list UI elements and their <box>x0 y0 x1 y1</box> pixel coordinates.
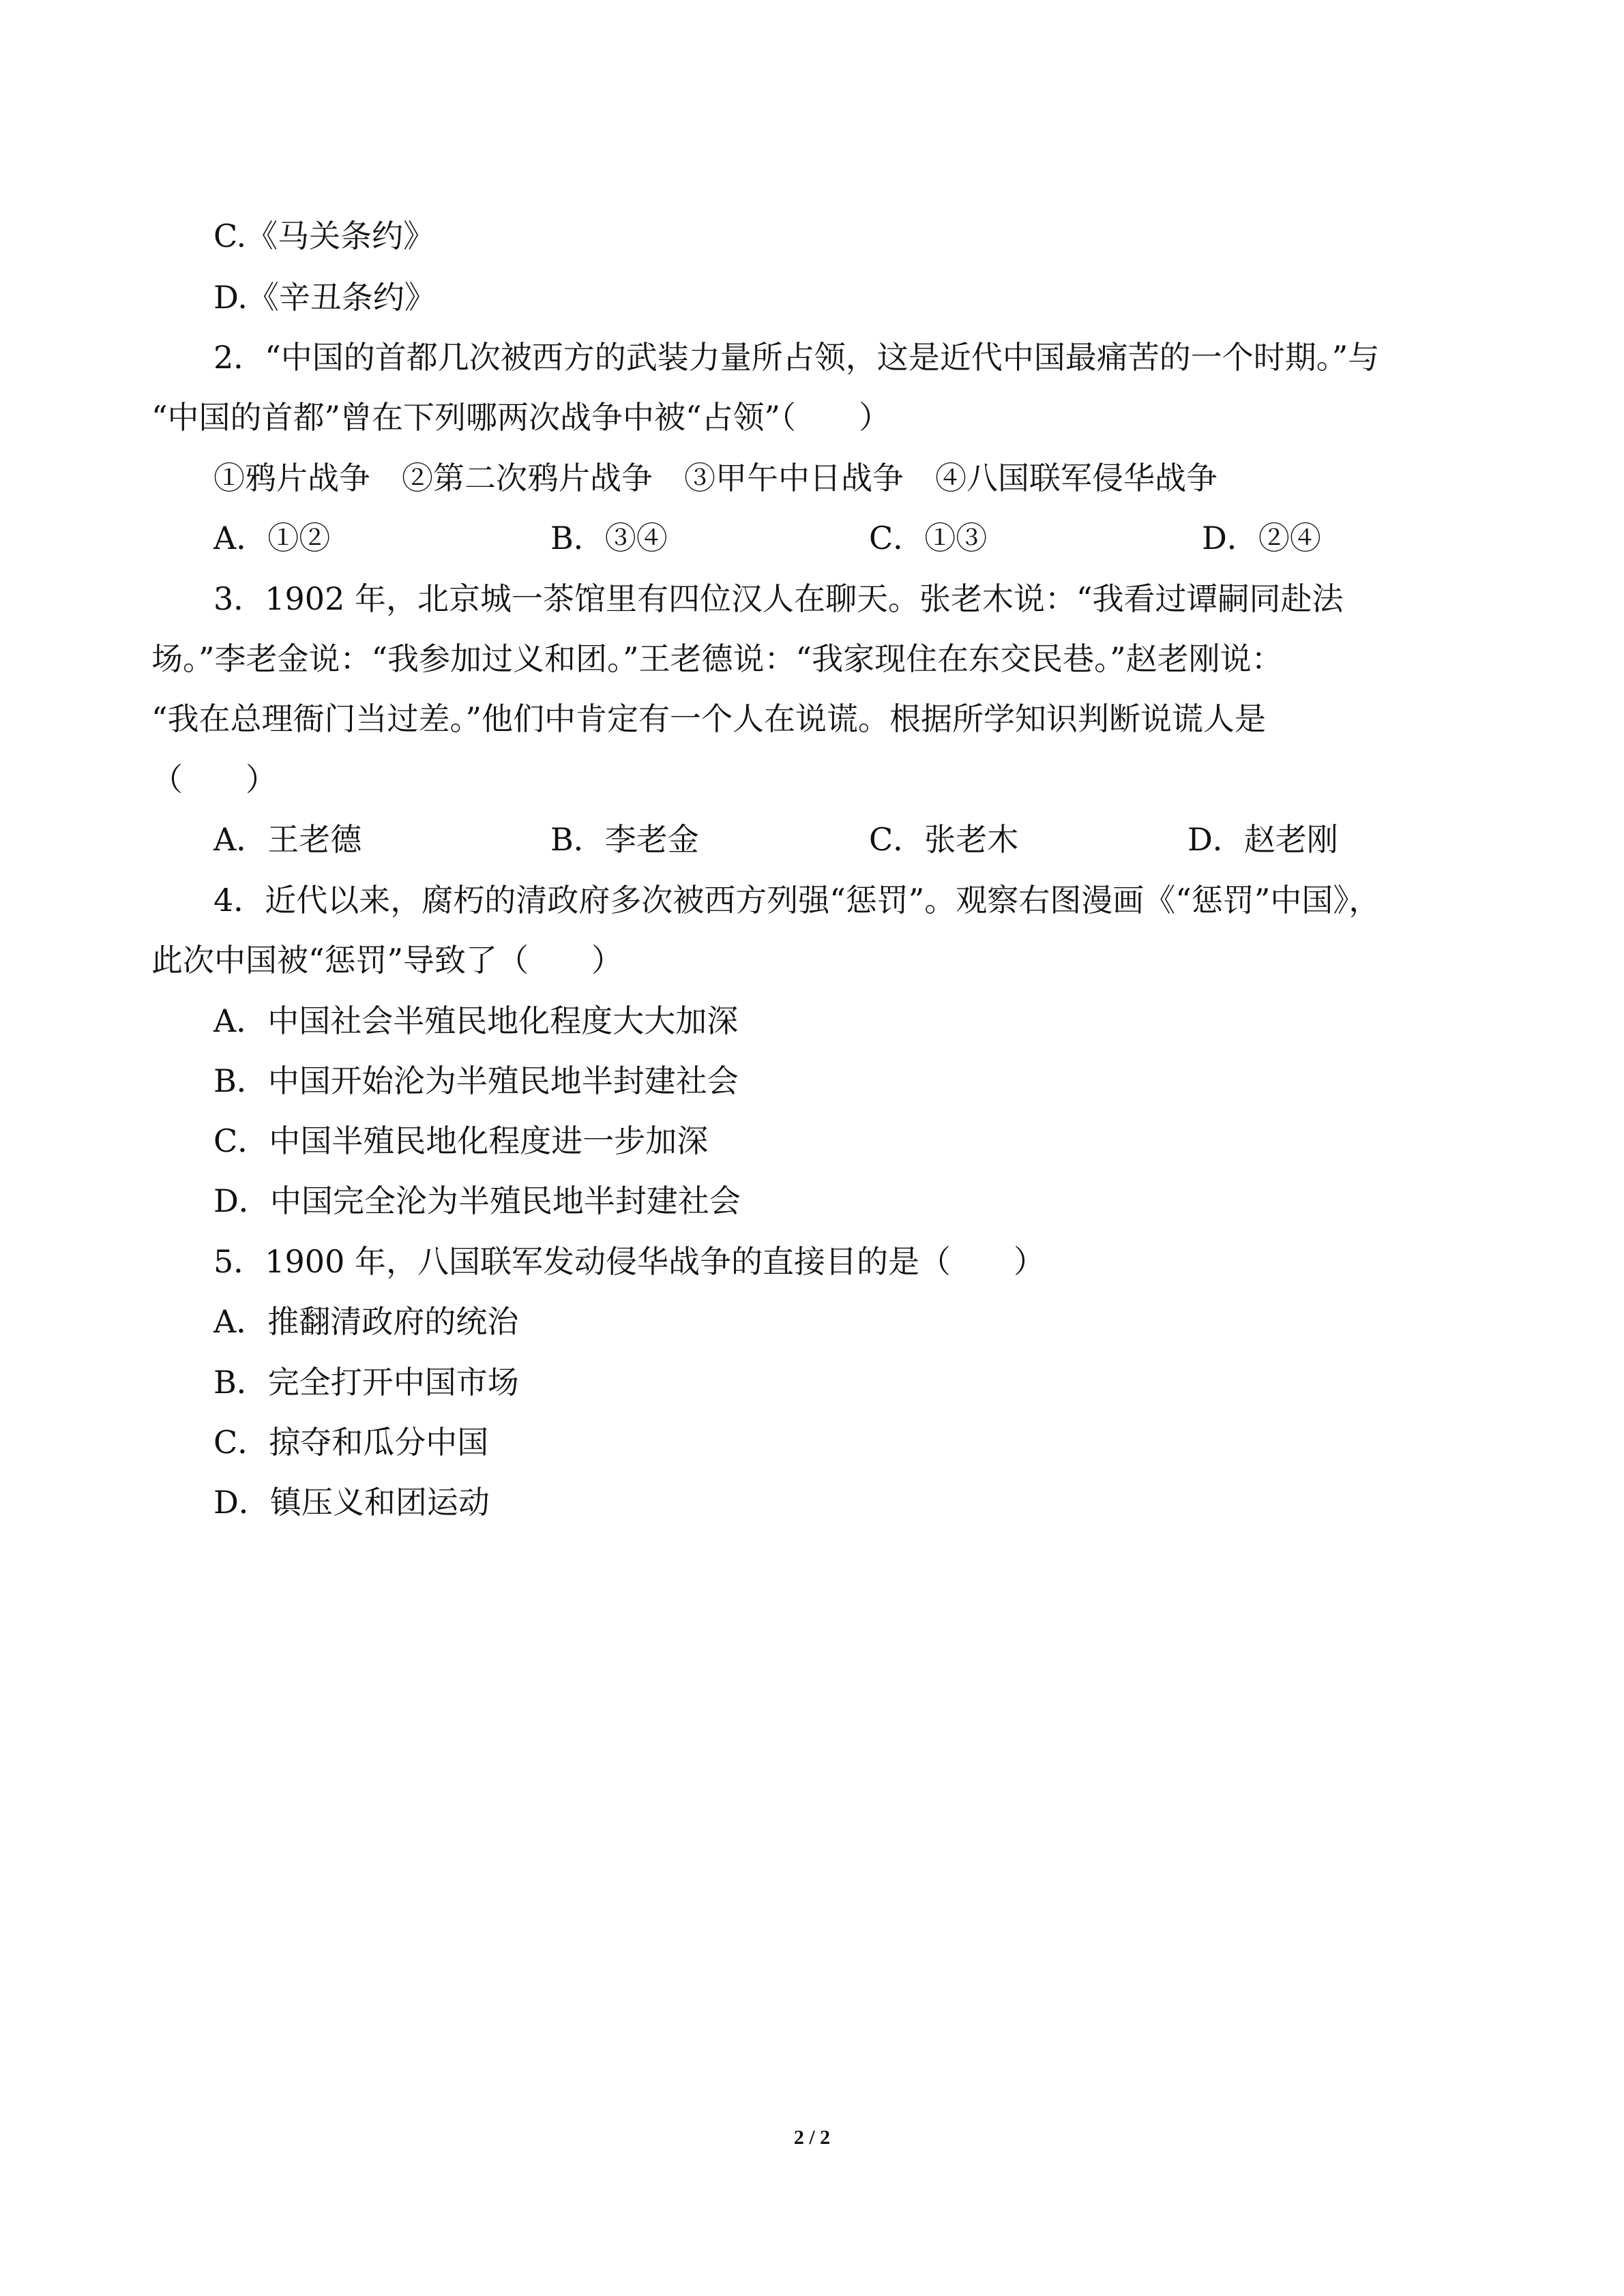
q3-stem-line-1: 3．1902 年，北京城一茶馆里有四位汉人在聊天。张老木说：“我看过谭嗣同赴法 <box>213 580 1344 617</box>
q4-option-b: B．中国开始沦为半殖民地半封建社会 <box>213 1062 739 1099</box>
q2-items: ①鸦片战争 ②第二次鸦片战争 ③甲午中日战争 ④八国联军侵华战争 <box>213 460 1217 496</box>
q4-option-a: A．中国社会半殖民地化程度大大加深 <box>213 1002 739 1039</box>
q2-option-c: C．①③ <box>869 520 988 556</box>
q2-option-b: B．③④ <box>550 520 668 556</box>
q4-stem-line-2: 此次中国被“惩罚”导致了（ ） <box>151 942 623 979</box>
q3-option-c: C．张老木 <box>869 821 1019 858</box>
q2-stem-line-1: 2．“中国的首都几次被西方的武装力量所占领，这是近代中国最痛苦的一个时期。”与 <box>213 339 1380 376</box>
q3-stem-line-4: （ ） <box>151 761 277 798</box>
q2-option-a: A．①② <box>213 520 331 556</box>
q4-option-d: D．中国完全沦为半殖民地半封建社会 <box>213 1182 741 1219</box>
q3-option-b: B．李老金 <box>550 821 699 858</box>
q4-stem-line-1: 4．近代以来，腐朽的清政府多次被西方列强“惩罚”。观察右图漫画《“惩罚”中国》， <box>213 882 1381 919</box>
q2-option-d: D．②④ <box>1202 520 1321 556</box>
q2-stem-line-2: “中国的首都”曾在下列哪两次战争中被“占领”（ ） <box>151 399 891 436</box>
q4-option-c: C．中国半殖民地化程度进一步加深 <box>213 1122 709 1159</box>
q5-option-b: B．完全打开中国市场 <box>213 1364 519 1401</box>
q3-stem-line-3: “我在总理衙门当过差。”他们中肯定有一个人在说谎。根据所学知识判断说谎人是 <box>151 700 1267 737</box>
q1-option-c: C.《马关条约》 <box>213 218 435 254</box>
page-number: 2 / 2 <box>793 2126 831 2149</box>
q3-option-a: A．王老德 <box>213 821 362 858</box>
q3-option-d: D．赵老刚 <box>1187 821 1338 858</box>
q5-option-a: A．推翻清政府的统治 <box>213 1303 519 1340</box>
q5-option-d: D．镇压义和团运动 <box>213 1484 490 1521</box>
q5-option-c: C．掠夺和瓜分中国 <box>213 1424 489 1461</box>
q1-option-d: D.《辛丑条约》 <box>213 279 436 316</box>
q5-stem-line-1: 5．1900 年，八国联军发动侵华战争的直接目的是（ ） <box>213 1243 1045 1280</box>
q3-stem-line-2: 场。”李老金说：“我参加过义和团。”王老德说：“我家现住在东交民巷。”赵老刚说： <box>151 640 1283 677</box>
